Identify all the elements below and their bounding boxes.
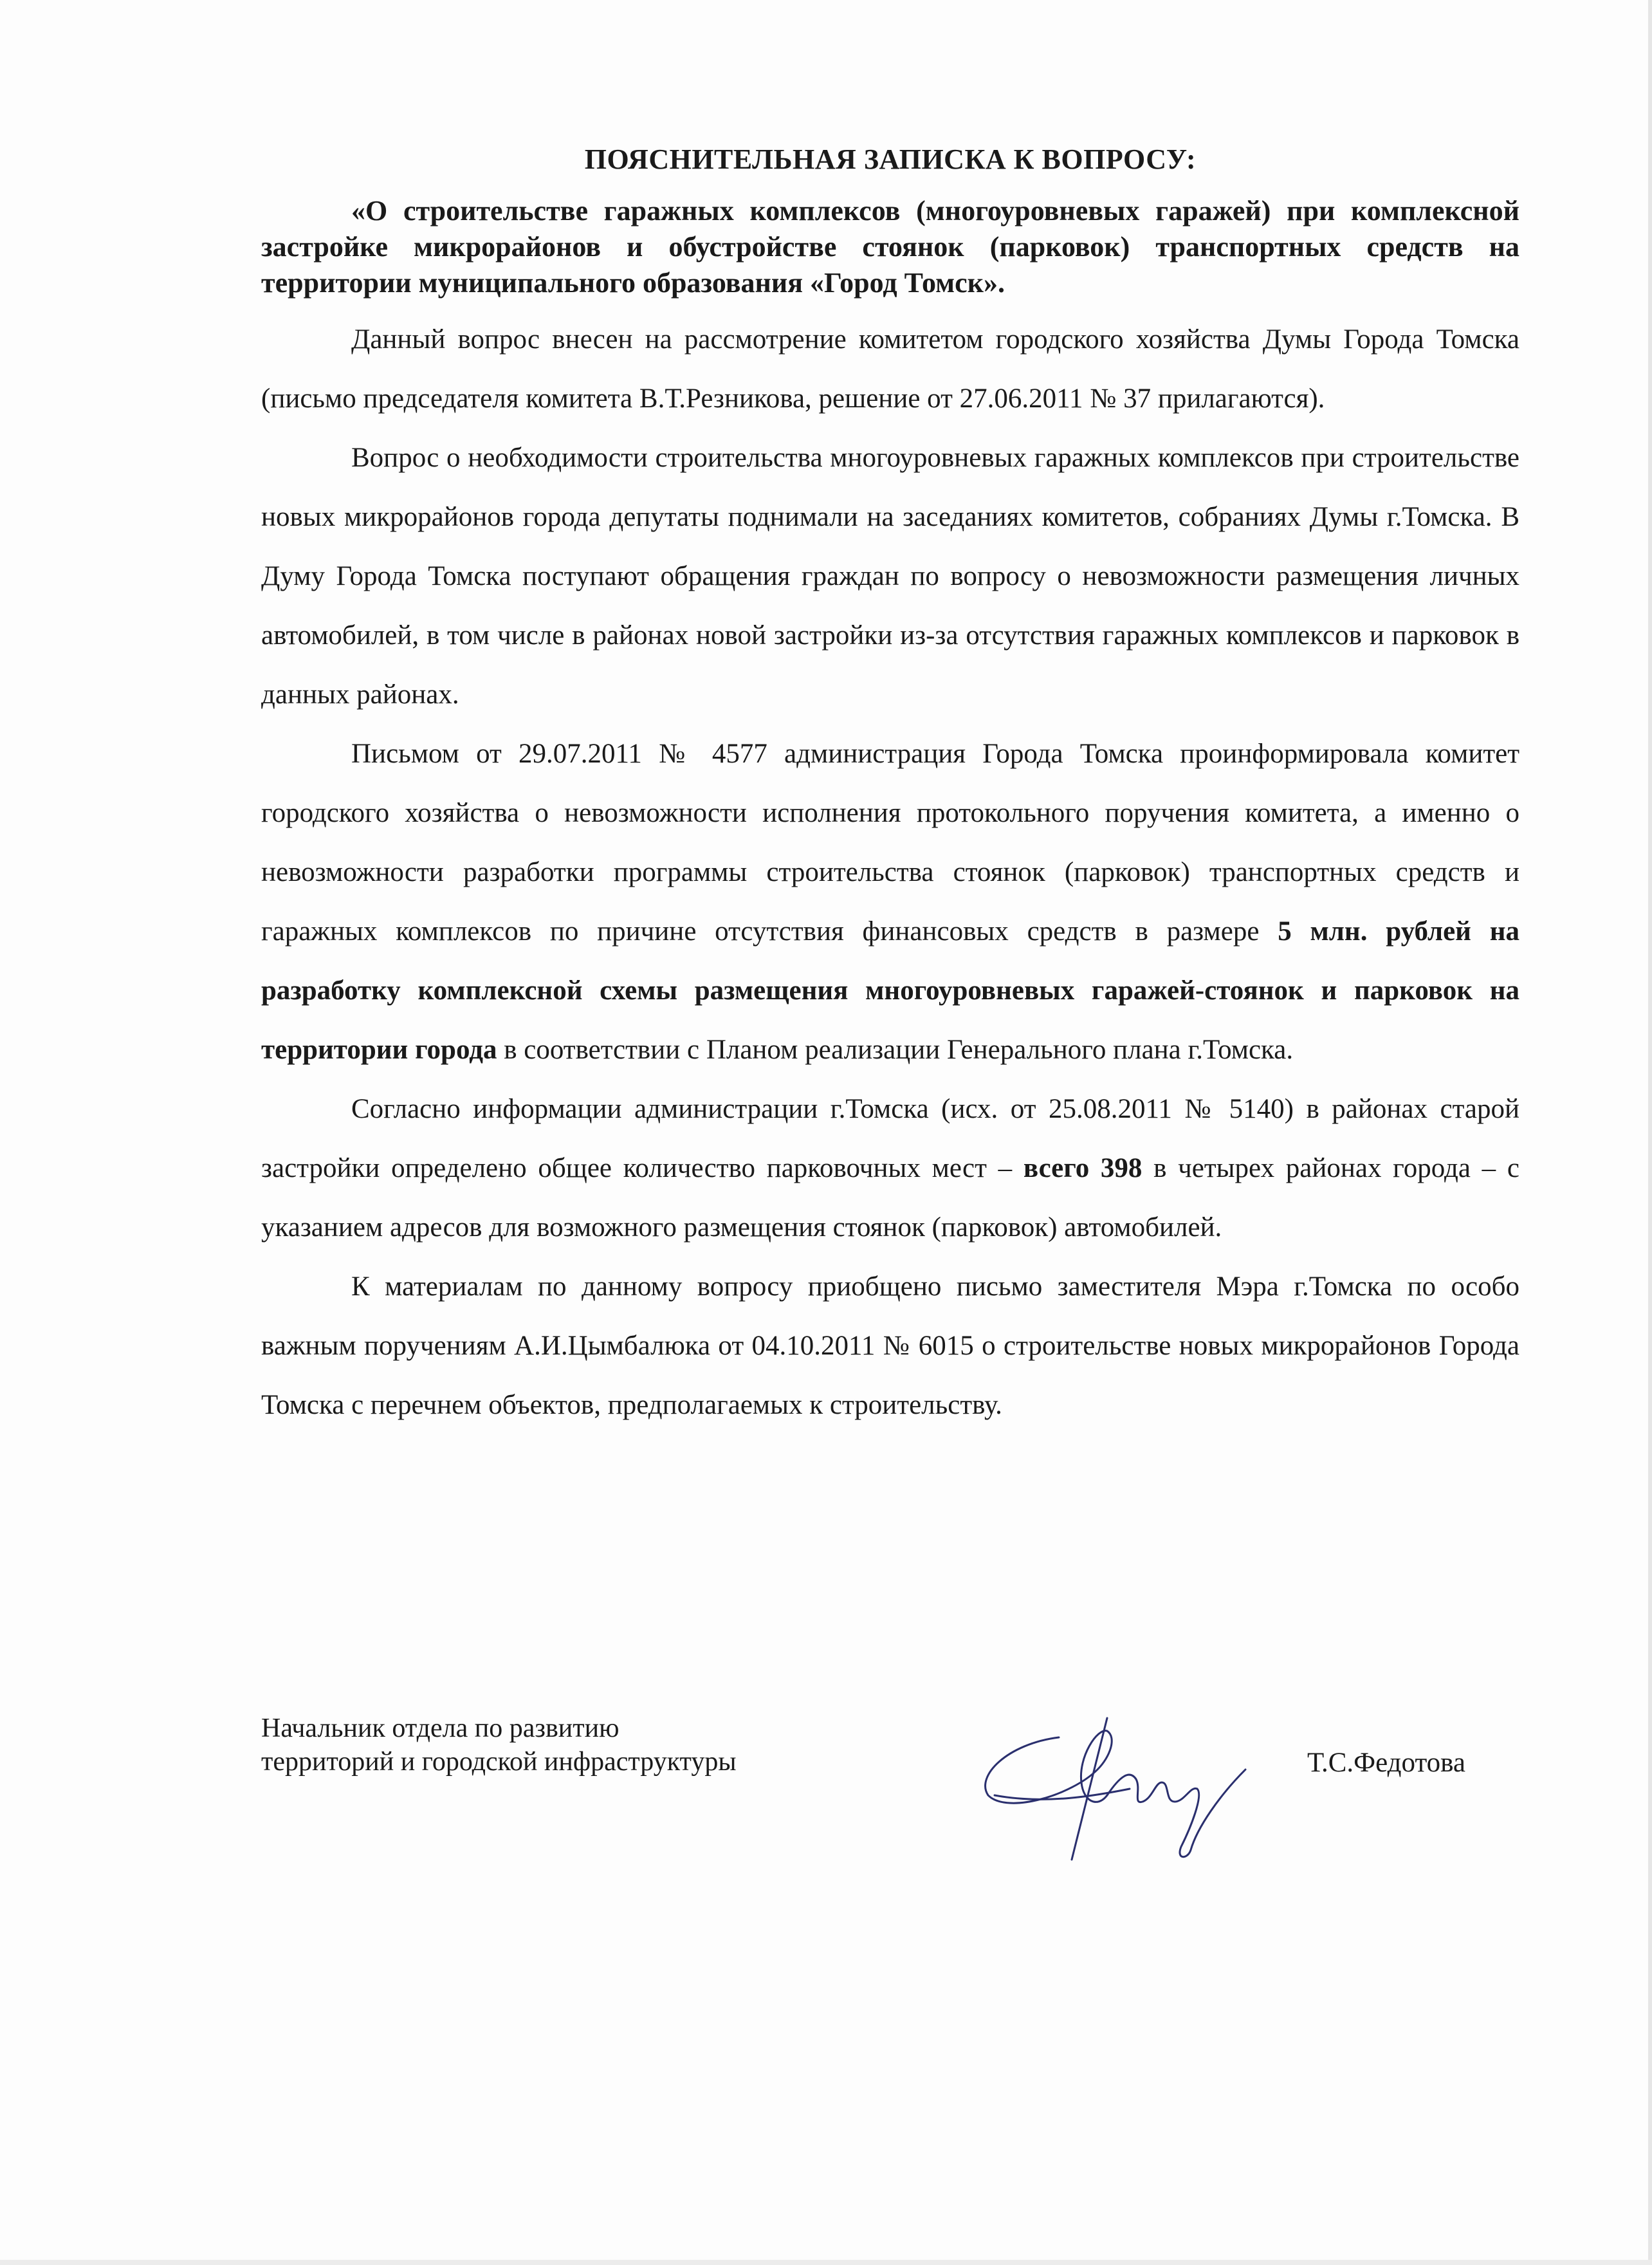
signatory-position-line-1: Начальник отдела по развитию: [261, 1714, 620, 1743]
paragraph-1: Данный вопрос внесен на рассмотрение комитетом городского хозяйства Думы Города Томска (письмо председателя комитета В.Т.Резникова, решение от 27.06.2011 № 37 прилагаются).: [261, 324, 1519, 414]
handwritten-signature-icon: [969, 1699, 1252, 1872]
scan-edge-bottom: [0, 2260, 1652, 2265]
signatory-position: [261, 1712, 737, 1779]
paragraph-5: К материалам по данному вопросу приобщено письмо заместителя Мэра г.Томска по особо важным поручениям А.И.Цымбалюка от 04.10.2011 № 6015 о строительстве новых микрорайонов Города Томска с перечнем объектов, предполагаемых к строительству.: [261, 1271, 1519, 1420]
signatory-position-line-2: территорий и городской инфраструктуры: [261, 1747, 737, 1777]
document-title: ПОЯСНИТЕЛЬНАЯ ЗАПИСКА К ВОПРОСУ:: [584, 143, 1197, 175]
paragraph-4-bold-text: всего 398: [1023, 1153, 1143, 1183]
paragraph-4: [261, 1080, 1519, 1257]
paragraph-2: Вопрос о необходимости строительства многоуровневых гаражных комплексов при строительстве новых микрорайонов города депутаты поднимали на заседаниях комитетов, собраниях Думы г.Томска. В Думу Города Томска поступают обращения граждан по вопросу о невозможности размещения личных автомобилей, в том числе в районах новой застройки из-за отсутствия гаражных комплексов и парковок в данных районах.: [261, 443, 1519, 710]
paragraph-3: [261, 725, 1519, 1080]
paragraph-3-text-start: Письмом от 29.07.2011 № 4577 администрация Города Томска проинформировала комитет городского хозяйства о невозможности исполнения протокольного поручения комитета, а именно о невозможности разработки программы строительства стоянок (парковок) транспортных средств и гаражных комплексов по причине отсутствия финансовых средств в размере: [261, 739, 1519, 947]
document-subtitle: «О строительстве гаражных комплексов (многоуровневых гаражей) при комплексной застройке микрорайонов и обустройстве стоянок (парковок) транспортных средств на территории муниципального образования «Город Томск».: [261, 195, 1519, 299]
signature-block: [261, 1712, 1519, 1866]
paragraph-4-text-end: в четырех районах города – с указанием адресов для возможного размещения стоянок (парковок) автомобилей.: [261, 1153, 1519, 1243]
paragraph-3-text-end: в соответствии с Планом реализации Генерального плана г.Томска.: [497, 1035, 1294, 1065]
document-body: [261, 140, 1519, 1435]
paragraph-4-text-start: Согласно информации администрации г.Томска (исх. от 25.08.2011 № 5140) в районах старой застройки определено общее количество парковочных мест –: [261, 1094, 1519, 1183]
paragraph-3-bold-text: 5 млн. рублей на разработку комплексной схемы размещения многоуровневых гаражей-стоянок и парковок на территории города: [261, 916, 1519, 1065]
signatory-name: Т.С.Федотова: [1307, 1748, 1465, 1778]
scan-edge-right: [1648, 0, 1652, 2265]
